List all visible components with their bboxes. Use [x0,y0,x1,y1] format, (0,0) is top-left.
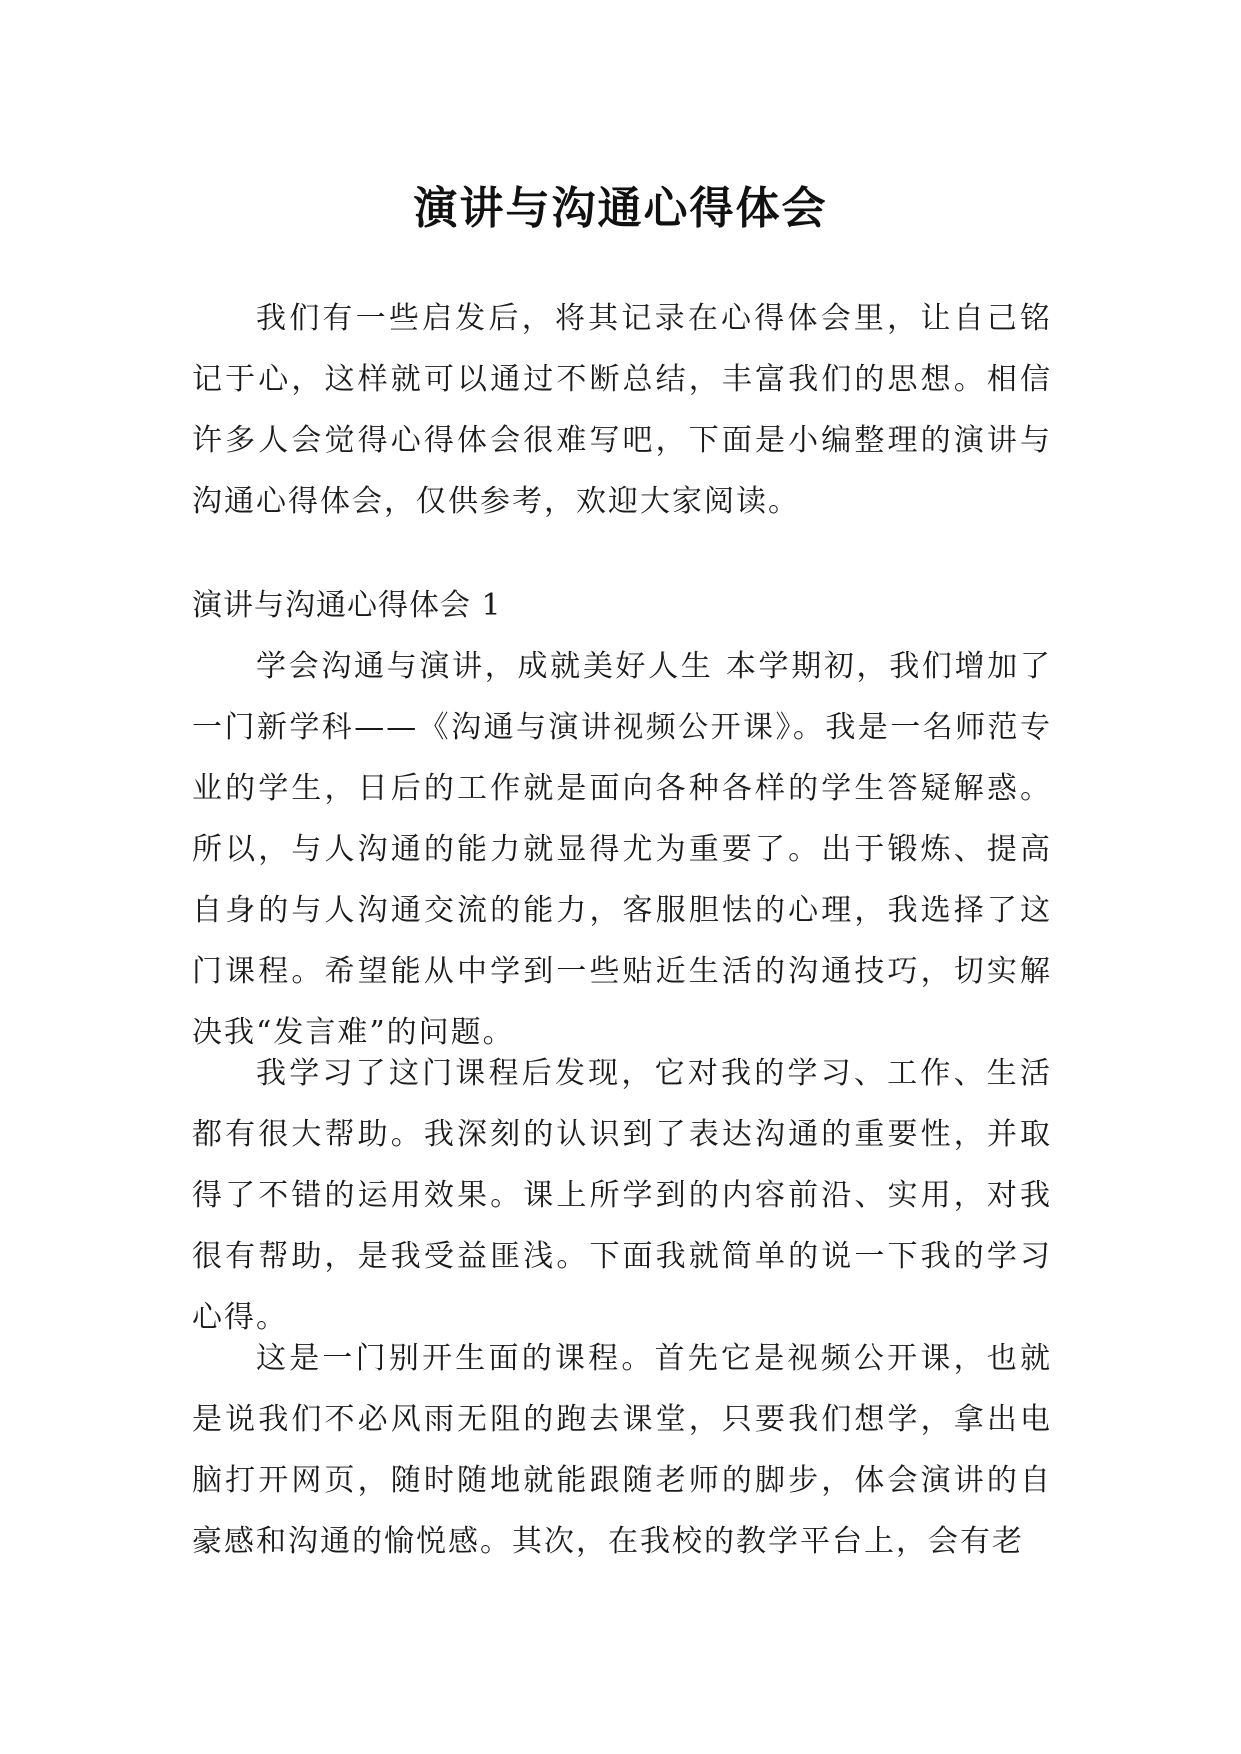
document-title: 演讲与沟通心得体会 [413,183,828,235]
intro-paragraph: 我们有一些启发后，将其记录在心得体会里，让自己铭记于心，这样就可以通过不断总结，丰富我们的思想。相信许多人会觉得心得体会很难写吧，下面是小编整理的演讲与沟通心得体会，仅供参考，欢迎大家阅读。 [192,301,1052,519]
body-paragraph: 这是一门别开生面的课程。首先它是视频公开课，也就是说我们不必风雨无阻的跑去课堂，只要我们想学，拿出电脑打开网页，随时随地就能跟随老师的脚步，体会演讲的自豪感和沟通的愉悦感。其次，在我校的教学平台上，会有老 [192,1341,1052,1559]
body-paragraph: 学会沟通与演讲，成就美好人生 本学期初，我们增加了一门新学科——《沟通与演讲视频公开课》。我是一名师范专业的学生，日后的工作就是面向各种各样的学生答疑解惑。所以，与人沟通的能力就显得尤为重要了。出于锻炼、提高自身的与人沟通交流的能力，客服胆怯的心理，我选择了这门课程。希望能从中学到一些贴近生活的沟通技巧，切实解决我“发言难”的问题。 [192,649,1052,1050]
body-paragraph: 我学习了这门课程后发现，它对我的学习、工作、生活都有很大帮助。我深刻的认识到了表达沟通的重要性，并取得了不错的运用效果。课上所学到的内容前沿、实用，对我很有帮助，是我受益匪浅。下面我就简单的说一下我的学习心得。 [192,1056,1052,1335]
section-heading: 演讲与沟通心得体会 1 [192,588,502,623]
